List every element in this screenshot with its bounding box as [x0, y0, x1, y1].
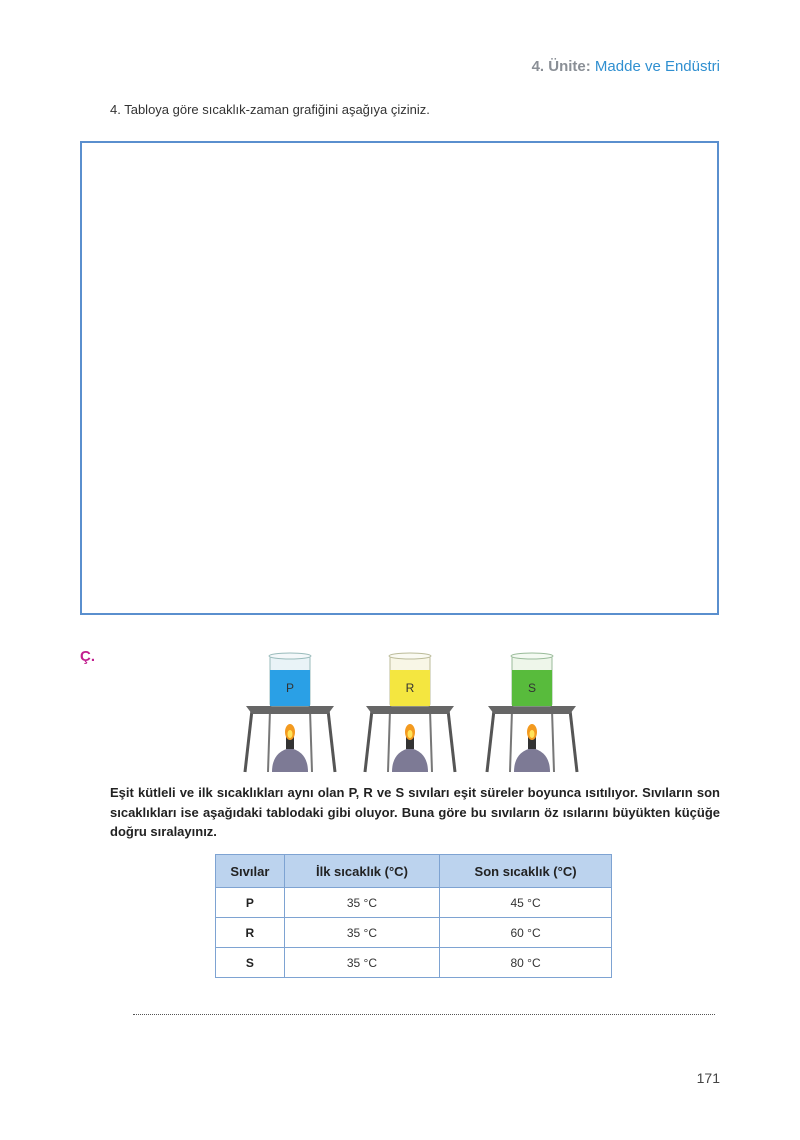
drawing-area[interactable]	[80, 141, 719, 615]
heating-illustration	[240, 650, 580, 775]
liquid-name-cell: S	[216, 948, 285, 978]
final-temp-cell: 60 °C	[440, 918, 612, 948]
unit-name: Madde ve Endüstri	[594, 58, 720, 75]
answer-line[interactable]	[133, 1014, 715, 1015]
column-header-final-temp: Son sıcaklık (°C)	[440, 855, 612, 888]
burner-icon	[272, 724, 308, 772]
heating-setup-p	[245, 653, 335, 772]
page-number: 171	[696, 1070, 720, 1086]
initial-temp-cell: 35 °C	[284, 948, 439, 978]
beaker-label-p: P	[285, 681, 295, 695]
table-header-row	[216, 855, 612, 888]
liquid-name-cell: P	[216, 888, 285, 918]
beaker-icon	[269, 653, 311, 706]
final-temp-cell: 80 °C	[440, 948, 612, 978]
table-row	[216, 918, 612, 948]
heating-setup-r	[365, 653, 455, 772]
beaker-icon	[389, 653, 431, 706]
problem-paragraph: Eşit kütleli ve ilk sıcaklıkları aynı olan P, R ve S sıvıları eşit süreler boyunca ısıtılıyor. Sıvıların son sıcaklıkları ise aşağıdaki tablodaki gibi oluyor. Buna göre bu sıvıların öz ısılarını büyükten küçüğe doğru sıralayınız.	[110, 785, 720, 839]
table-row	[216, 888, 612, 918]
liquid-name-cell: R	[216, 918, 285, 948]
initial-temp-cell: 35 °C	[284, 888, 439, 918]
temperature-table	[215, 854, 612, 978]
burner-icon	[514, 724, 550, 772]
initial-temp-cell: 35 °C	[284, 918, 439, 948]
column-header-initial-temp: İlk sıcaklık (°C)	[284, 855, 439, 888]
beaker-label-s: S	[527, 681, 537, 695]
final-temp-cell: 45 °C	[440, 888, 612, 918]
column-header-liquids: Sıvılar	[216, 855, 285, 888]
beaker-label-r: R	[405, 681, 415, 695]
table-row	[216, 948, 612, 978]
question-text: 4. Tabloya göre sıcaklık-zaman grafiğini aşağıya çiziniz.	[110, 102, 430, 117]
unit-label: 4. Ünite:	[531, 58, 591, 75]
unit-header	[532, 58, 720, 75]
burner-icon	[392, 724, 428, 772]
beaker-icon	[511, 653, 553, 706]
section-letter: Ç.	[80, 648, 95, 665]
heating-setup-s	[487, 653, 577, 772]
